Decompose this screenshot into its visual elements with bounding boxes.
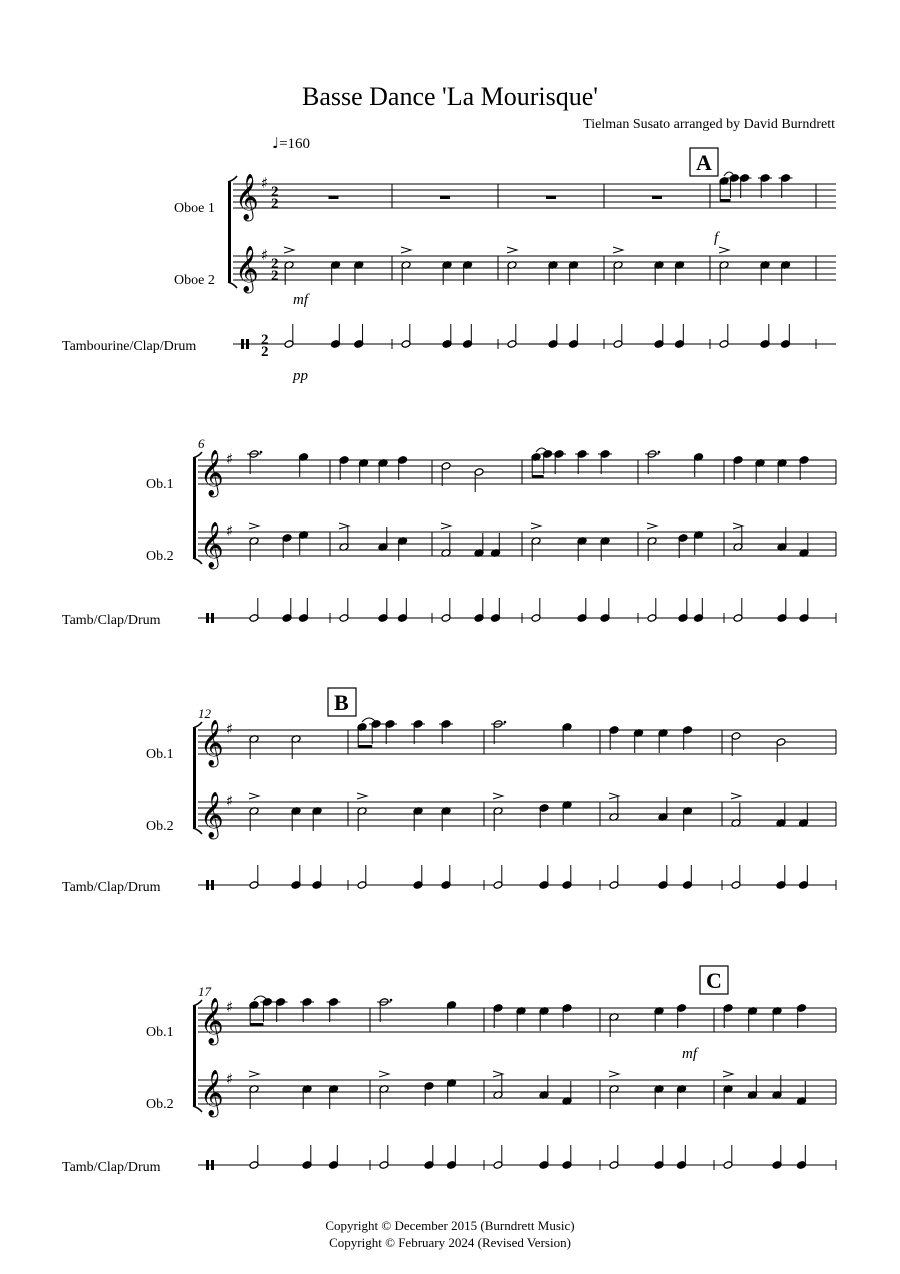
accent-mark	[284, 247, 294, 253]
accent-mark	[249, 523, 259, 529]
rehearsal-mark-A: A	[696, 150, 712, 175]
accent-mark	[379, 1071, 389, 1077]
system-bracket	[193, 728, 196, 828]
system-bracket	[193, 458, 196, 558]
augmentation-dot	[260, 451, 263, 454]
copyright-line-1: Copyright © December 2015 (Burndrett Music)	[325, 1218, 575, 1233]
time-sig-denominator: 2	[271, 196, 279, 212]
instrument-label-oboe2: Ob.2	[146, 1097, 174, 1112]
sharp-icon: ♯	[261, 174, 269, 192]
sharp-icon: ♯	[261, 246, 269, 264]
system-bracket	[193, 1006, 196, 1106]
quarter-note-icon: ♩	[272, 134, 280, 152]
accent-mark	[249, 793, 259, 799]
accent-mark	[719, 247, 729, 253]
sharp-icon: ♯	[226, 450, 234, 468]
dynamic-mf: mf	[293, 292, 308, 308]
sharp-icon: ♯	[226, 720, 234, 738]
half-rest-icon	[652, 196, 662, 199]
instrument-label-oboe1: Ob.1	[146, 1025, 174, 1040]
treble-clef-icon: 𝄞	[200, 792, 224, 838]
time-sig-denominator: 2	[271, 268, 279, 284]
instrument-label-oboe1: Ob.1	[146, 477, 174, 492]
dynamic-mf: mf	[682, 1046, 697, 1062]
dynamic-pp: pp	[293, 368, 308, 384]
percussion-clef-icon	[246, 339, 249, 349]
instrument-label-percussion: Tamb/Clap/Drum	[62, 1160, 161, 1175]
percussion-clef-icon	[211, 1160, 214, 1170]
half-rest-icon	[546, 196, 556, 199]
time-sig-numerator: 2	[261, 332, 269, 348]
accent-mark	[493, 793, 503, 799]
accent-mark	[507, 247, 517, 253]
accent-mark	[613, 247, 623, 253]
half-rest-icon	[440, 196, 450, 199]
score-title: Basse Dance 'La Mourisque'	[301, 82, 598, 111]
eighth-beam	[720, 199, 730, 202]
augmentation-dot	[504, 721, 507, 724]
instrument-label-oboe2: Ob.2	[146, 549, 174, 564]
rehearsal-mark-C: C	[706, 968, 722, 993]
accent-mark	[249, 1071, 259, 1077]
percussion-clef-icon	[211, 613, 214, 623]
instrument-label-oboe1: Ob.1	[146, 747, 174, 762]
accent-mark	[731, 793, 741, 799]
instrument-label-oboe2: Ob.2	[146, 819, 174, 834]
treble-clef-icon: 𝄞	[235, 246, 259, 292]
time-sig-numerator: 2	[271, 184, 279, 200]
accent-mark	[357, 793, 367, 799]
rehearsal-mark-B: B	[334, 690, 349, 715]
instrument-label-percussion: Tamb/Clap/Drum	[62, 613, 161, 628]
sharp-icon: ♯	[226, 792, 234, 810]
instrument-label-percussion: Tamb/Clap/Drum	[62, 880, 161, 895]
eighth-beam	[250, 1023, 263, 1026]
eighth-beam	[358, 745, 372, 748]
measure-number: 12	[198, 706, 211, 721]
percussion-clef-icon	[241, 339, 244, 349]
treble-clef-icon: 𝄞	[235, 174, 259, 220]
half-rest-icon	[329, 196, 339, 199]
time-sig-numerator: 2	[271, 256, 279, 272]
system-bracket	[228, 182, 231, 282]
treble-clef-icon: 𝄞	[200, 450, 224, 496]
accent-mark	[531, 523, 541, 529]
time-sig-denominator: 2	[261, 344, 269, 360]
treble-clef-icon: 𝄞	[200, 998, 224, 1044]
instrument-label-oboe1: Oboe 1	[174, 201, 215, 216]
percussion-clef-icon	[206, 613, 209, 623]
tempo-value: =160	[279, 136, 311, 152]
treble-clef-icon: 𝄞	[200, 720, 224, 766]
percussion-clef-icon	[211, 880, 214, 890]
instrument-label-percussion: Tambourine/Clap/Drum	[62, 339, 197, 354]
sharp-icon: ♯	[226, 522, 234, 540]
accent-mark	[723, 1071, 733, 1077]
instrument-label-oboe2: Oboe 2	[174, 273, 215, 288]
sharp-icon: ♯	[226, 998, 234, 1016]
accent-mark	[647, 523, 657, 529]
percussion-clef-icon	[206, 880, 209, 890]
measure-number: 17	[198, 984, 211, 999]
accent-mark	[609, 1071, 619, 1077]
composer-credit: Tielman Susato arranged by David Burndrett	[583, 117, 835, 132]
sharp-icon: ♯	[226, 1070, 234, 1088]
augmentation-dot	[658, 451, 661, 454]
copyright-line-2: Copyright © February 2024 (Revised Version)	[329, 1235, 571, 1250]
treble-clef-icon: 𝄞	[200, 1070, 224, 1116]
treble-clef-icon: 𝄞	[200, 522, 224, 568]
dynamic-f: f	[714, 230, 719, 246]
percussion-clef-icon	[206, 1160, 209, 1170]
measure-number: 6	[198, 436, 205, 451]
accent-mark	[441, 523, 451, 529]
accent-mark	[401, 247, 411, 253]
augmentation-dot	[390, 999, 393, 1002]
eighth-beam	[532, 475, 544, 478]
